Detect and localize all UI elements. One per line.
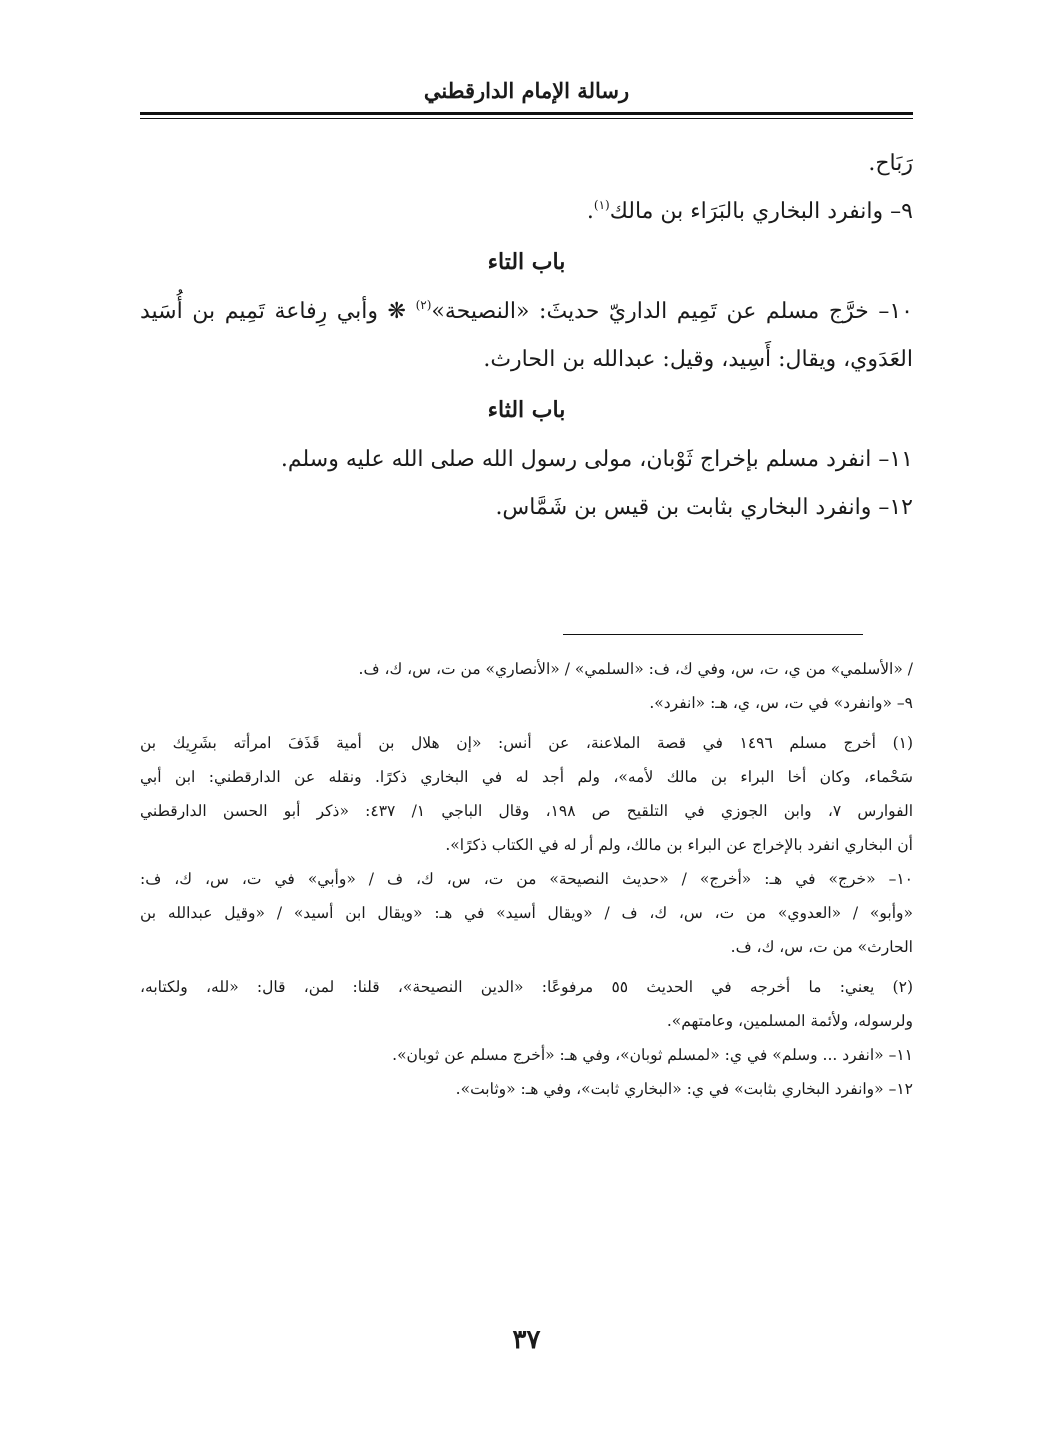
- footnote-ref-2: (٢): [415, 298, 432, 312]
- text-line-entry-12: ١٢– وانفرد البخاري بثابت بن قيس بن شَمَّاس.: [495, 495, 913, 520]
- entry-10-part-a: ١٠– خرَّج مسلم عن تَمِيم الداريّ حديثَ: «النصيحة»: [431, 299, 913, 324]
- text-line-entry-11: ١١– انفرد مسلم بإخراج ثَوْبان، مولى رسول الله صلى الله عليه وسلم.: [280, 447, 913, 472]
- running-head-title: رسالة الإمام الدارقطني: [423, 78, 630, 103]
- section-heading-ta: باب التاء: [487, 249, 566, 275]
- text-line-entry-9: [140, 188, 913, 236]
- entry-10-part-b: ❋ وأبي رِفاعة تَمِيم بن أُسَيد: [140, 299, 416, 324]
- page-number: ٣٧: [512, 1325, 541, 1355]
- footnote-1-line-3: الفوارس ٧، وابن الجوزي في التلقيح ص ١٩٨، وقال الباجي ١/ ٤٣٧: «ذكر أبو الحسن الدارقطني: [140, 802, 913, 820]
- entry-9-text: ٩– وانفرد البخاري بالبَرَاء بن مالك: [609, 199, 913, 224]
- text-line-entry-10-cont: العَدَوي، ويقال: أَسِيد، وقيل: عبدالله بن الحارث.: [483, 347, 913, 372]
- note-variant-slash: / «الأسلمي» من ي، ت، س، وفي ك، ف: «السلمي» / «الأنصاري» من ت، س، ك، ف.: [358, 660, 913, 678]
- footnote-2-line-1: (٢) يعني: ما أخرجه في الحديث ٥٥ مرفوعًا: «الدين النصيحة»، قلنا: لمن، قال: «لله، ولكتابه،: [140, 978, 913, 996]
- footnote-ref-1: (١): [593, 198, 610, 212]
- note-variant-10-line-3: الحارث» من ت، س، ك، ف.: [730, 938, 913, 956]
- footnotes: [140, 652, 913, 1106]
- note-variant-12: ١٢– «وانفرد البخاري بثابت» في ي: «البخاري ثابت»، وفي هـ: «وثابت».: [455, 1080, 913, 1098]
- note-variant-11: ١١– «انفرد ... وسلم» في ي: «لمسلم ثوبان»، وفي هـ: «أخرج مسلم عن ثوبان».: [392, 1046, 913, 1064]
- note-variant-9: ٩– «وانفرد» في ت، س، ي، هـ: «انفرد».: [649, 694, 913, 712]
- footnote-2-line-2: ولرسوله، ولأئمة المسلمين، وعامتهم».: [666, 1012, 913, 1030]
- header-rule-thick: [140, 112, 913, 115]
- footnote-1-line-1: (١) أخرج مسلم ١٤٩٦ في قصة الملاعنة، عن أنس: «إن هلال بن أمية قَذَفَ امرأته بشَرِيك بن: [140, 734, 913, 752]
- text-line-1: رَبَاح.: [868, 151, 913, 176]
- footnote-1-line-4: أن البخاري انفرد بالإخراج عن البراء بن مالك، ولم أر له في الكتاب ذكرًا».: [445, 836, 913, 854]
- entry-9-end: .: [586, 199, 594, 224]
- main-text: [140, 140, 913, 532]
- note-variant-10-line-1: ١٠– «خرج» في هـ: «أخرج» / «حديث النصيحة» من ت، س، ك، ف / «وأبي» في ت، س، ك، ف:: [140, 870, 913, 888]
- section-heading-tha: باب الثاء: [487, 397, 566, 423]
- note-variant-10-line-2: «وأبو» / «العدوي» من ت، س، ك، ف / «ويقال أسيد» في هـ: «ويقال ابن أسيد» / «وقيل عبدالله بن: [140, 904, 913, 922]
- footnote-separator: [563, 634, 863, 635]
- footnote-1-line-2: سَحْماء، وكان أخا البراء بن مالك لأمه»، ولم أجد له في البخاري ذكرًا. ونقله عن الدارقطني: ابن أبي: [140, 768, 913, 786]
- text-line-entry-10: [140, 288, 913, 336]
- header-rule-thin: [140, 118, 913, 119]
